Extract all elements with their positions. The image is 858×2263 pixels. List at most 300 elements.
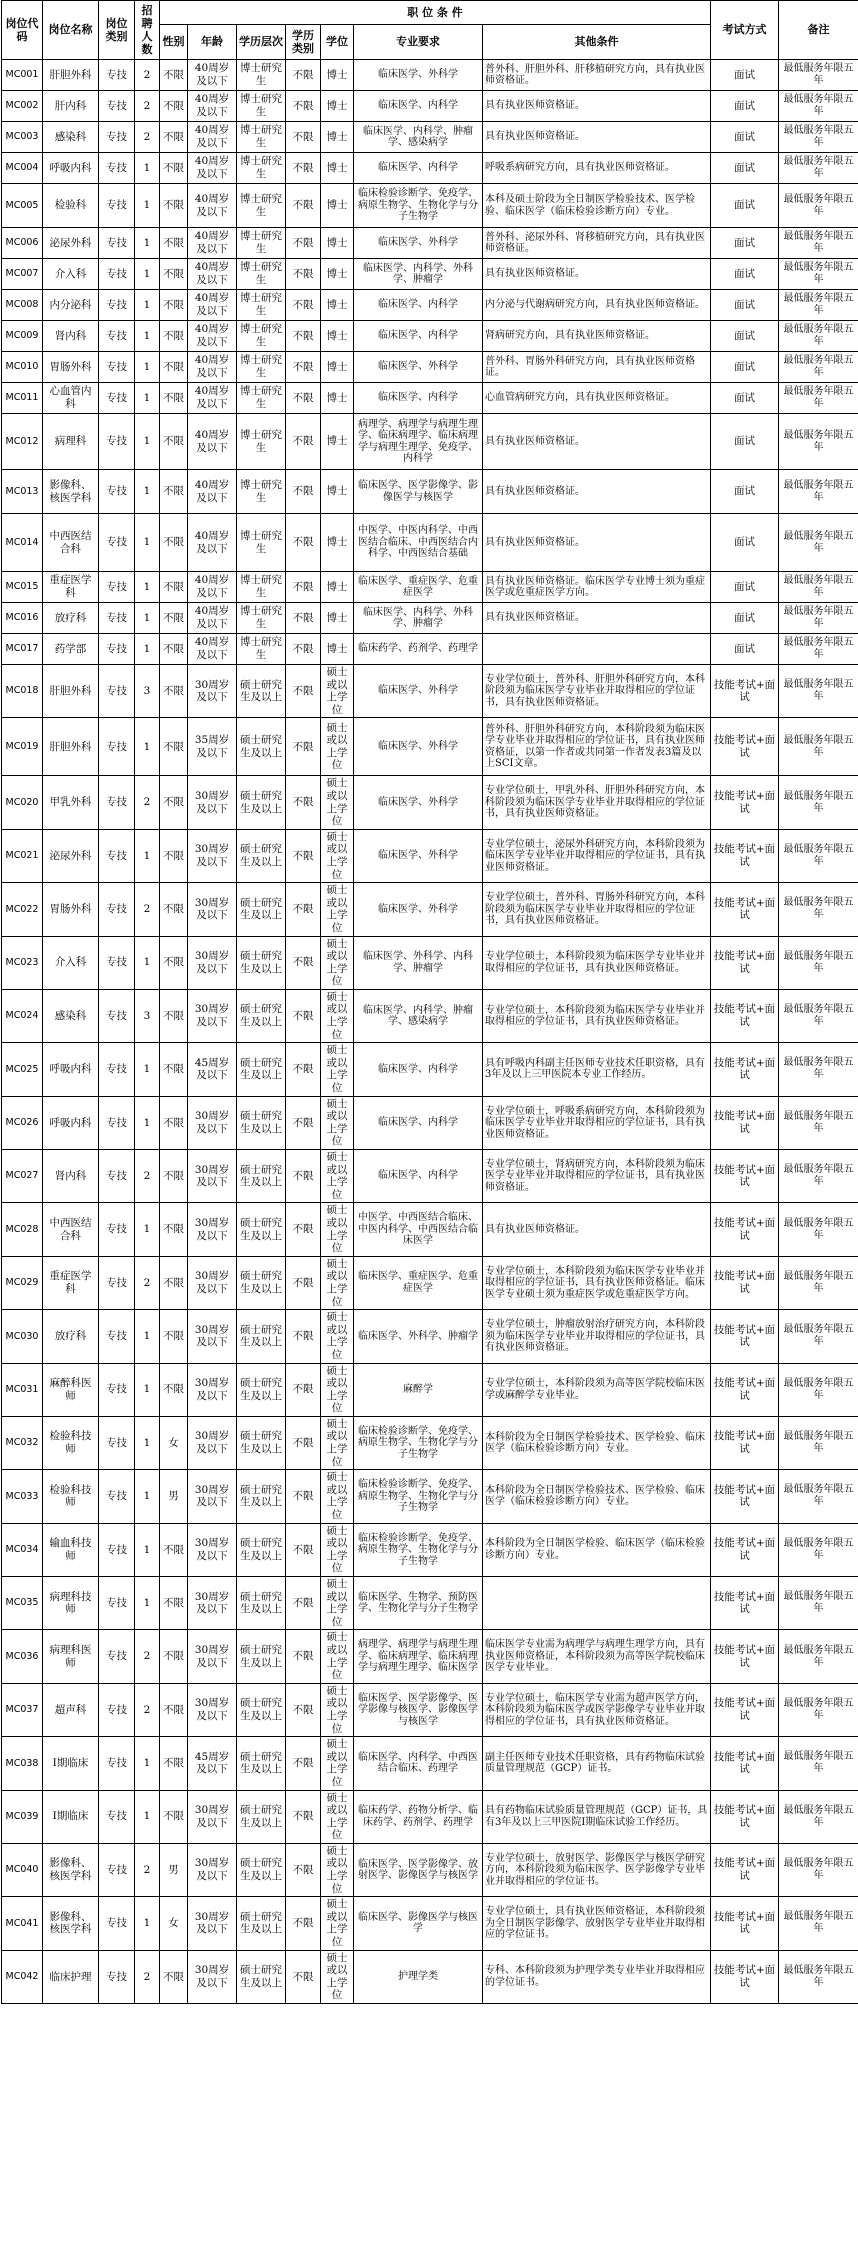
row-degree: 博士: [321, 290, 354, 321]
row-exam: 技能考试+面试: [711, 1523, 779, 1576]
row-category: 专技: [99, 1683, 135, 1736]
row-exam: 技能考试+面试: [711, 1416, 779, 1469]
row-exam: 面试: [711, 470, 779, 514]
row-exam: 技能考试+面试: [711, 1630, 779, 1683]
row-degree: 硕士或以上学位: [321, 665, 354, 718]
row-edu-type: 不限: [286, 1630, 321, 1683]
header-degree: 学位: [321, 25, 354, 60]
row-name: 检验科: [43, 184, 99, 228]
row-education: 博士研究生: [237, 321, 286, 352]
row-note: 最低服务年限五年: [779, 1737, 858, 1790]
row-code: MC041: [2, 1897, 43, 1950]
row-note: 最低服务年限五年: [779, 352, 858, 383]
row-name: 呼吸内科: [43, 1096, 99, 1149]
row-note: 最低服务年限五年: [779, 514, 858, 572]
table-row: [2, 1737, 858, 1790]
row-education: 硕士研究生及以上: [237, 718, 286, 776]
row-degree: 博士: [321, 572, 354, 603]
row-age: 40周岁及以下: [188, 634, 237, 665]
row-other: 专业学位硕士，泌尿外科研究方向，本科阶段须为临床医学专业毕业并取得相应的学位证书，具有执业医师资格证。: [483, 829, 711, 882]
row-note: 最低服务年限五年: [779, 829, 858, 882]
row-name: 输血科技师: [43, 1523, 99, 1576]
table-row: [2, 776, 858, 829]
table-row: [2, 718, 858, 776]
table-row: [2, 60, 858, 91]
row-exam: 技能考试+面试: [711, 1310, 779, 1363]
row-other: 本科阶段为全日制医学检验技术、医学检验、临床医学（临床检验诊断方向）专业。: [483, 1416, 711, 1469]
row-major: 病理学、病理学与病理生理学、临床病理学、临床病理学与病理生理学、免疫学、内科学: [354, 414, 483, 470]
row-other: 临床医学专业需为病理学与病理生理学方向，具有执业医师资格证，本科阶段须为高等医学院校临床医学专业毕业。: [483, 1630, 711, 1683]
row-count: 3: [135, 989, 160, 1042]
row-edu-type: 不限: [286, 1470, 321, 1523]
row-major: 临床检验诊断学、免疫学、病原生物学、生物化学与分子生物学: [354, 1416, 483, 1469]
row-age: 40周岁及以下: [188, 184, 237, 228]
row-other: 具有执业医师资格证。: [483, 122, 711, 153]
row-age: 30周岁及以下: [188, 1843, 237, 1896]
row-degree: 硕士或以上学位: [321, 1416, 354, 1469]
row-edu-type: 不限: [286, 1150, 321, 1203]
row-education: 博士研究生: [237, 91, 286, 122]
row-edu-type: 不限: [286, 228, 321, 259]
row-age: 30周岁及以下: [188, 1790, 237, 1843]
row-age: 40周岁及以下: [188, 122, 237, 153]
row-edu-type: 不限: [286, 321, 321, 352]
row-count: 2: [135, 883, 160, 936]
row-degree: 博士: [321, 470, 354, 514]
row-gender: 不限: [160, 1096, 188, 1149]
table-row: [2, 259, 858, 290]
row-code: MC036: [2, 1630, 43, 1683]
row-other: 专业学位硕士，本科阶段须为临床医学专业毕业并取得相应的学位证书，具有执业医师资格证。: [483, 936, 711, 989]
row-gender: 不限: [160, 1310, 188, 1363]
row-exam: 技能考试+面试: [711, 1256, 779, 1309]
row-name: 介入科: [43, 936, 99, 989]
row-other: 普外科、肝胆外科研究方向，本科阶段须为临床医学专业毕业并取得相应的学位证书，具有执业医师资格证，以第一作者或共同第一作者发表3篇及以上SCI文章。: [483, 718, 711, 776]
row-major: 中医学、中西医结合临床、中医内科学、中西医结合临床医学: [354, 1203, 483, 1256]
row-other: 普外科、泌尿外科、肾移植研究方向，具有执业医师资格证。: [483, 228, 711, 259]
row-degree: 硕士或以上学位: [321, 1043, 354, 1096]
row-name: 中西医结合科: [43, 514, 99, 572]
row-major: 临床检验诊断学、免疫学、病原生物学、生物化学与分子生物学: [354, 1470, 483, 1523]
row-name: 重症医学科: [43, 572, 99, 603]
header-edu-type: 学历类别: [286, 25, 321, 60]
row-code: MC033: [2, 1470, 43, 1523]
row-age: 30周岁及以下: [188, 1577, 237, 1630]
row-edu-type: 不限: [286, 1950, 321, 2003]
table-row: [2, 514, 858, 572]
table-row: [2, 290, 858, 321]
row-education: 博士研究生: [237, 153, 286, 184]
row-note: 最低服务年限五年: [779, 321, 858, 352]
row-code: MC031: [2, 1363, 43, 1416]
row-code: MC019: [2, 718, 43, 776]
row-count: 2: [135, 776, 160, 829]
row-gender: 不限: [160, 1630, 188, 1683]
row-edu-type: 不限: [286, 60, 321, 91]
row-category: 专技: [99, 514, 135, 572]
row-gender: 男: [160, 1470, 188, 1523]
row-note: 最低服务年限五年: [779, 228, 858, 259]
row-category: 专技: [99, 1043, 135, 1096]
row-note: 最低服务年限五年: [779, 989, 858, 1042]
row-note: 最低服务年限五年: [779, 470, 858, 514]
row-other: 具有执业医师资格证。: [483, 1203, 711, 1256]
row-note: 最低服务年限五年: [779, 91, 858, 122]
row-age: 30周岁及以下: [188, 1310, 237, 1363]
row-note: 最低服务年限五年: [779, 1363, 858, 1416]
row-name: 检验科技师: [43, 1416, 99, 1469]
row-gender: 不限: [160, 60, 188, 91]
row-education: 硕士研究生及以上: [237, 665, 286, 718]
row-other: 呼吸系病研究方向，具有执业医师资格证。: [483, 153, 711, 184]
row-category: 专技: [99, 290, 135, 321]
row-gender: 不限: [160, 829, 188, 882]
row-category: 专技: [99, 1256, 135, 1309]
row-other: 普外科、肝胆外科、肝移植研究方向，具有执业医师资格证。: [483, 60, 711, 91]
table-row: [2, 1897, 858, 1950]
row-major: 临床检验诊断学、免疫学、病原生物学、生物化学与分子生物学: [354, 1523, 483, 1576]
row-major: 临床医学、重症医学、危重症医学: [354, 1256, 483, 1309]
row-degree: 博士: [321, 414, 354, 470]
table-row: [2, 122, 858, 153]
table-row: [2, 184, 858, 228]
row-exam: 技能考试+面试: [711, 1683, 779, 1736]
row-major: 中医学、中医内科学、中西医结合临床、中西医结合内科学、中西医结合基础: [354, 514, 483, 572]
row-category: 专技: [99, 1310, 135, 1363]
row-code: MC037: [2, 1683, 43, 1736]
row-category: 专技: [99, 1790, 135, 1843]
row-name: 影像科、核医学科: [43, 1897, 99, 1950]
row-major: 临床医学、内科学: [354, 290, 483, 321]
row-major: 临床医学、内科学: [354, 153, 483, 184]
row-age: 30周岁及以下: [188, 1523, 237, 1576]
row-category: 专技: [99, 1577, 135, 1630]
row-education: 硕士研究生及以上: [237, 1096, 286, 1149]
row-age: 30周岁及以下: [188, 1950, 237, 2003]
row-edu-type: 不限: [286, 1790, 321, 1843]
row-degree: 硕士或以上学位: [321, 936, 354, 989]
row-note: 最低服务年限五年: [779, 60, 858, 91]
row-note: 最低服务年限五年: [779, 290, 858, 321]
row-code: MC016: [2, 603, 43, 634]
row-edu-type: 不限: [286, 718, 321, 776]
row-gender: 不限: [160, 989, 188, 1042]
row-exam: 面试: [711, 228, 779, 259]
row-education: 博士研究生: [237, 514, 286, 572]
row-education: 硕士研究生及以上: [237, 883, 286, 936]
table-row: [2, 1150, 858, 1203]
row-age: 40周岁及以下: [188, 259, 237, 290]
row-gender: 不限: [160, 1150, 188, 1203]
row-degree: 博士: [321, 321, 354, 352]
row-gender: 不限: [160, 1737, 188, 1790]
row-edu-type: 不限: [286, 665, 321, 718]
table-row: [2, 603, 858, 634]
row-note: 最低服务年限五年: [779, 883, 858, 936]
row-exam: 技能考试+面试: [711, 1096, 779, 1149]
row-name: 泌尿外科: [43, 228, 99, 259]
row-age: 30周岁及以下: [188, 1683, 237, 1736]
row-note: 最低服务年限五年: [779, 1683, 858, 1736]
row-major: 临床医学、内科学: [354, 91, 483, 122]
row-code: MC034: [2, 1523, 43, 1576]
row-major: 麻醉学: [354, 1363, 483, 1416]
row-gender: 女: [160, 1416, 188, 1469]
header-category: 岗位类别: [99, 1, 135, 60]
table-row: [2, 1256, 858, 1309]
row-gender: 不限: [160, 1790, 188, 1843]
row-education: 硕士研究生及以上: [237, 1043, 286, 1096]
row-major: 临床医学、内科学、外科学、肿瘤学: [354, 259, 483, 290]
row-code: MC039: [2, 1790, 43, 1843]
row-note: 最低服务年限五年: [779, 1843, 858, 1896]
row-category: 专技: [99, 989, 135, 1042]
row-exam: 面试: [711, 603, 779, 634]
table-row: [2, 1203, 858, 1256]
row-major: 临床医学、内科学、肿瘤学、感染病学: [354, 122, 483, 153]
row-degree: 博士: [321, 634, 354, 665]
row-degree: 硕士或以上学位: [321, 1843, 354, 1896]
row-category: 专技: [99, 321, 135, 352]
header-code: 岗位代码: [2, 1, 43, 60]
table-header: [2, 1, 858, 60]
row-name: 介入科: [43, 259, 99, 290]
row-degree: 硕士或以上学位: [321, 883, 354, 936]
row-education: 博士研究生: [237, 60, 286, 91]
row-exam: 技能考试+面试: [711, 1843, 779, 1896]
row-education: 博士研究生: [237, 184, 286, 228]
row-count: 1: [135, 936, 160, 989]
row-degree: 硕士或以上学位: [321, 1203, 354, 1256]
row-note: 最低服务年限五年: [779, 1416, 858, 1469]
row-gender: 不限: [160, 122, 188, 153]
row-count: 2: [135, 60, 160, 91]
table-row: [2, 1843, 858, 1896]
row-count: 1: [135, 1897, 160, 1950]
row-count: 1: [135, 634, 160, 665]
row-name: 肝胆外科: [43, 718, 99, 776]
row-code: MC026: [2, 1096, 43, 1149]
row-note: 最低服务年限五年: [779, 1950, 858, 2003]
row-education: 博士研究生: [237, 414, 286, 470]
row-degree: 硕士或以上学位: [321, 1577, 354, 1630]
row-count: 1: [135, 718, 160, 776]
row-count: 1: [135, 290, 160, 321]
row-exam: 技能考试+面试: [711, 1897, 779, 1950]
row-age: 40周岁及以下: [188, 514, 237, 572]
row-education: 硕士研究生及以上: [237, 1683, 286, 1736]
row-code: MC027: [2, 1150, 43, 1203]
row-name: 肝胆外科: [43, 665, 99, 718]
header-education: 学历层次: [237, 25, 286, 60]
row-exam: 技能考试+面试: [711, 718, 779, 776]
row-name: 病理科: [43, 414, 99, 470]
row-exam: 面试: [711, 414, 779, 470]
row-age: 40周岁及以下: [188, 91, 237, 122]
row-count: 1: [135, 184, 160, 228]
row-age: 30周岁及以下: [188, 665, 237, 718]
row-note: 最低服务年限五年: [779, 776, 858, 829]
row-code: MC014: [2, 514, 43, 572]
row-major: 临床医学、外科学: [354, 883, 483, 936]
row-gender: 不限: [160, 153, 188, 184]
row-other: 肾病研究方向，具有执业医师资格证。: [483, 321, 711, 352]
row-education: 博士研究生: [237, 122, 286, 153]
table-row: [2, 1683, 858, 1736]
row-degree: 博士: [321, 259, 354, 290]
row-other: 具有执业医师资格证。: [483, 603, 711, 634]
table-body: [2, 60, 858, 2004]
row-edu-type: 不限: [286, 776, 321, 829]
row-age: 30周岁及以下: [188, 1150, 237, 1203]
row-major: 临床医学、外科学: [354, 60, 483, 91]
row-major: 临床医学、医学影像学、影像医学与核医学: [354, 470, 483, 514]
row-other: 专业学位硕士，本科阶段须为临床医学专业毕业并取得相应的学位证书，具有执业医师资格证。: [483, 989, 711, 1042]
row-edu-type: 不限: [286, 153, 321, 184]
row-category: 专技: [99, 1096, 135, 1149]
row-count: 1: [135, 1096, 160, 1149]
table-row: [2, 572, 858, 603]
row-education: 硕士研究生及以上: [237, 829, 286, 882]
row-name: 麻醉科医师: [43, 1363, 99, 1416]
row-degree: 硕士或以上学位: [321, 1897, 354, 1950]
row-edu-type: 不限: [286, 1843, 321, 1896]
table-row: [2, 665, 858, 718]
row-edu-type: 不限: [286, 1737, 321, 1790]
row-exam: 技能考试+面试: [711, 1737, 779, 1790]
row-note: 最低服务年限五年: [779, 1790, 858, 1843]
row-edu-type: 不限: [286, 184, 321, 228]
row-degree: 博士: [321, 228, 354, 259]
row-major: 临床医学、医学影像学、医学影像与核医学、影像医学与核医学: [354, 1683, 483, 1736]
row-gender: 不限: [160, 1203, 188, 1256]
row-count: 1: [135, 1470, 160, 1523]
row-age: 30周岁及以下: [188, 1470, 237, 1523]
row-count: 1: [135, 153, 160, 184]
row-name: 检验科技师: [43, 1470, 99, 1523]
row-exam: 技能考试+面试: [711, 1363, 779, 1416]
row-degree: 硕士或以上学位: [321, 1683, 354, 1736]
table-row: [2, 634, 858, 665]
row-note: 最低服务年限五年: [779, 1470, 858, 1523]
row-degree: 硕士或以上学位: [321, 1630, 354, 1683]
row-code: MC029: [2, 1256, 43, 1309]
row-major: 临床医学、外科学: [354, 665, 483, 718]
row-exam: 面试: [711, 122, 779, 153]
row-name: 药学部: [43, 634, 99, 665]
row-major: 临床医学、外科学: [354, 829, 483, 882]
row-exam: 面试: [711, 321, 779, 352]
row-category: 专技: [99, 718, 135, 776]
row-code: MC024: [2, 989, 43, 1042]
row-education: 硕士研究生及以上: [237, 1150, 286, 1203]
header-gender: 性别: [160, 25, 188, 60]
row-edu-type: 不限: [286, 989, 321, 1042]
row-degree: 博士: [321, 122, 354, 153]
row-gender: 不限: [160, 1256, 188, 1309]
row-gender: 不限: [160, 883, 188, 936]
row-other: 具有呼吸内科副主任医师专业技术任职资格，具有3年及以上三甲医院本专业工作经历。: [483, 1043, 711, 1096]
row-education: 博士研究生: [237, 352, 286, 383]
row-major: 临床医学、内科学: [354, 1043, 483, 1096]
row-code: MC022: [2, 883, 43, 936]
row-education: 硕士研究生及以上: [237, 1310, 286, 1363]
table-row: [2, 1310, 858, 1363]
table-row: [2, 153, 858, 184]
row-count: 2: [135, 1683, 160, 1736]
row-note: 最低服务年限五年: [779, 634, 858, 665]
row-education: 硕士研究生及以上: [237, 1950, 286, 2003]
row-count: 1: [135, 470, 160, 514]
row-exam: 面试: [711, 572, 779, 603]
row-category: 专技: [99, 1737, 135, 1790]
row-major: 临床医学、内科学: [354, 1150, 483, 1203]
row-category: 专技: [99, 122, 135, 153]
row-code: MC011: [2, 383, 43, 414]
row-other: 专业学位硕士，肿瘤放射治疗研究方向，本科阶段须为临床医学专业毕业并取得相应的学位证书，具有执业医师资格证。: [483, 1310, 711, 1363]
row-age: 30周岁及以下: [188, 936, 237, 989]
row-age: 40周岁及以下: [188, 603, 237, 634]
recruitment-table: [1, 0, 858, 2004]
row-code: MC042: [2, 1950, 43, 2003]
row-exam: 技能考试+面试: [711, 936, 779, 989]
row-other: 专业学位硕士，本科阶段须为高等医学院校临床医学或麻醉学专业毕业。: [483, 1363, 711, 1416]
header-count: 招聘人数: [135, 1, 160, 60]
row-major: 临床医学、影像医学与核医学: [354, 1897, 483, 1950]
row-note: 最低服务年限五年: [779, 1043, 858, 1096]
row-edu-type: 不限: [286, 829, 321, 882]
row-gender: 不限: [160, 603, 188, 634]
row-note: 最低服务年限五年: [779, 1256, 858, 1309]
row-name: I期临床: [43, 1790, 99, 1843]
row-degree: 硕士或以上学位: [321, 1470, 354, 1523]
row-count: 1: [135, 1523, 160, 1576]
row-education: 博士研究生: [237, 259, 286, 290]
row-degree: 硕士或以上学位: [321, 829, 354, 882]
row-other: 普外科、胃肠外科研究方向，具有执业医师资格证。: [483, 352, 711, 383]
row-edu-type: 不限: [286, 1310, 321, 1363]
table-row: [2, 228, 858, 259]
row-category: 专技: [99, 936, 135, 989]
row-age: 40周岁及以下: [188, 60, 237, 91]
header-exam: 考试方式: [711, 1, 779, 60]
row-code: MC032: [2, 1416, 43, 1469]
row-note: 最低服务年限五年: [779, 1203, 858, 1256]
row-name: 呼吸内科: [43, 1043, 99, 1096]
row-age: 45周岁及以下: [188, 1737, 237, 1790]
row-code: MC023: [2, 936, 43, 989]
row-age: 30周岁及以下: [188, 1096, 237, 1149]
row-gender: 不限: [160, 383, 188, 414]
row-gender: 不限: [160, 634, 188, 665]
row-note: 最低服务年限五年: [779, 153, 858, 184]
row-education: 博士研究生: [237, 228, 286, 259]
row-degree: 硕士或以上学位: [321, 1310, 354, 1363]
row-exam: 面试: [711, 634, 779, 665]
row-code: MC025: [2, 1043, 43, 1096]
row-code: MC018: [2, 665, 43, 718]
row-age: 30周岁及以下: [188, 1630, 237, 1683]
row-note: 最低服务年限五年: [779, 383, 858, 414]
row-exam: 技能考试+面试: [711, 1950, 779, 2003]
row-count: 2: [135, 1256, 160, 1309]
row-edu-type: 不限: [286, 290, 321, 321]
row-note: 最低服务年限五年: [779, 1523, 858, 1576]
row-edu-type: 不限: [286, 383, 321, 414]
row-edu-type: 不限: [286, 91, 321, 122]
row-other: 本科阶段为全日制医学检验、临床医学（临床检验诊断方向）专业。: [483, 1523, 711, 1576]
row-count: 2: [135, 1950, 160, 2003]
